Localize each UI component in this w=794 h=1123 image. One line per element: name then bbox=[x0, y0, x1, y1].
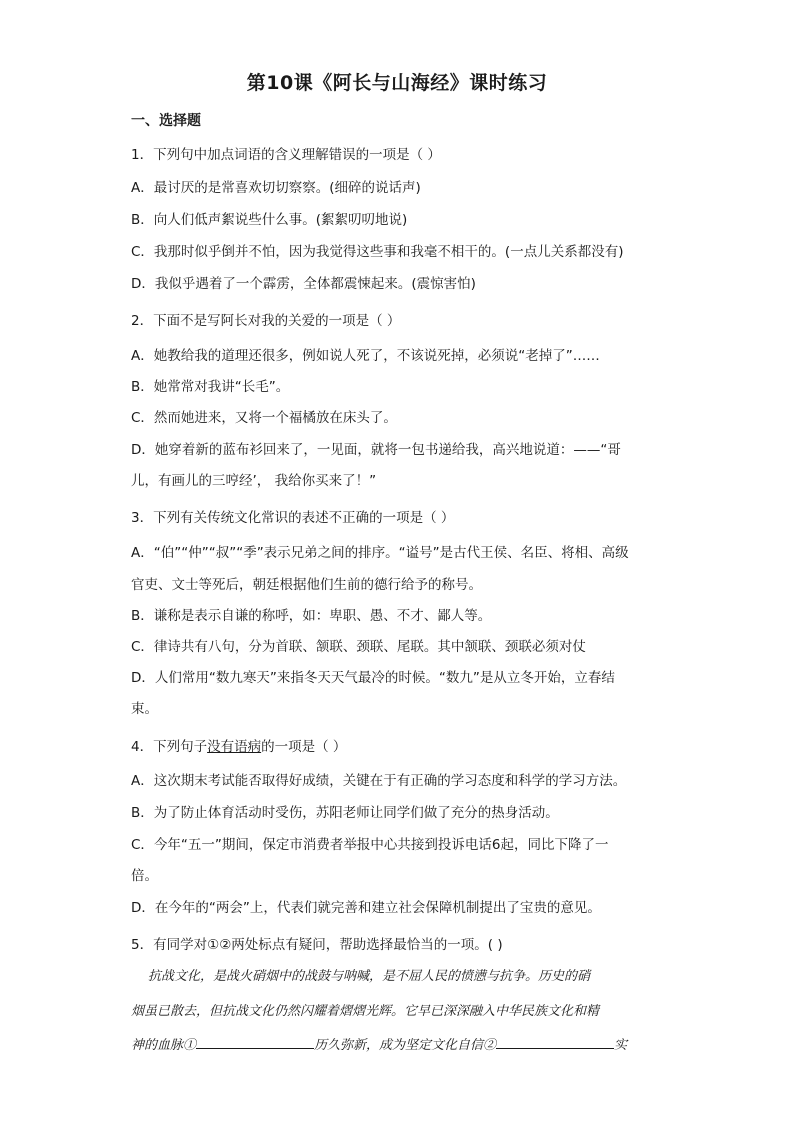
passage-line-1: 抗战文化，是战火硝烟中的战鼓与呐喊，是不屈人民的愤懑与抗争。历史的硝 bbox=[148, 969, 591, 984]
blank-2 bbox=[496, 1034, 614, 1049]
question-3-option-b: B．谦称是表示自谦的称呼，如：卑职、愚、不才、鄙人等。 bbox=[131, 608, 492, 624]
passage-line-3-middle: 历久弥新，成为坚定文化自信② bbox=[314, 1038, 497, 1053]
question-2-option-d-continued: 儿，有画儿的三哼经’， 我给你买来了！” bbox=[131, 473, 377, 489]
question-4-option-a: A．这次期末考试能否取得好成绩，关键在于有正确的学习态度和科学的学习方法。 bbox=[131, 773, 627, 789]
question-4-option-c-continued: 倍。 bbox=[131, 868, 158, 884]
question-4-stem-suffix: 的一项是（ ） bbox=[261, 739, 347, 755]
question-5-stem: 5．有同学对①②两处标点有疑问，帮助选择最恰当的一项。( ) bbox=[131, 937, 503, 953]
question-3-stem: 3．下列有关传统文化常识的表述不正确的一项是（ ） bbox=[131, 510, 455, 526]
question-3-option-d: D．人们常用“数九寒天”来指冬天天气最冷的时候。“数九”是从立冬开始，立春结 bbox=[131, 670, 615, 686]
question-1-option-a: A．最讨厌的是常喜欢切切察察。(细碎的说话声) bbox=[131, 180, 421, 196]
blank-1 bbox=[196, 1034, 314, 1049]
question-4-stem bbox=[131, 737, 346, 757]
question-1-stem: 1．下列句中加点词语的含义理解错误的一项是（ ） bbox=[131, 147, 441, 163]
passage-line-2: 烟虽已散去，但抗战文化仍然闪耀着熠熠光辉。它早已深深融入中华民族文化和精 bbox=[131, 1004, 600, 1019]
question-3-option-a: A．“伯”“仲”“叔”“季”表示兄弟之间的排序。“谥号”是古代王侯、名臣、将相、高级 bbox=[131, 545, 629, 561]
page-title: 第10课《阿长与山海经》课时练习 bbox=[246, 72, 548, 94]
question-4-option-b: B．为了防止体育活动时受伤，苏阳老师让同学们做了充分的热身活动。 bbox=[131, 805, 559, 821]
question-3-option-a-continued: 官吏、文士等死后，朝廷根据他们生前的德行给予的称号。 bbox=[131, 577, 482, 593]
question-4-option-d: D．在今年的“两会”上，代表们就完善和建立社会保障机制提出了宝贵的意见。 bbox=[131, 900, 601, 916]
passage-line-3 bbox=[131, 1034, 627, 1056]
question-1-option-c: C．我那时似乎倒并不怕，因为我觉得这些事和我毫不相干的。(一点儿关系都没有) bbox=[131, 244, 624, 260]
question-4-stem-underlined: 没有语病 bbox=[207, 739, 262, 755]
question-3-option-c: C．律诗共有八句，分为首联、颔联、颈联、尾联。其中颔联、颈联必须对仗 bbox=[131, 639, 586, 655]
question-2-stem: 2．下面不是写阿长对我的关爱的一项是（ ） bbox=[131, 313, 401, 329]
passage-line-3-end: 实 bbox=[614, 1038, 628, 1053]
passage-line-3-start: 神的血脉① bbox=[131, 1038, 197, 1053]
question-2-option-d: D．她穿着新的蓝布衫回来了，一见面，就将一包书递给我，高兴地说道：——“哥 bbox=[131, 442, 621, 458]
question-1-option-b: B．向人们低声絮说些什么事。(絮絮叨叨地说) bbox=[131, 212, 408, 228]
question-2-option-c: C．然而她进来，又将一个福橘放在床头了。 bbox=[131, 410, 397, 426]
section-heading: 一、选择题 bbox=[131, 113, 201, 129]
question-3-option-d-continued: 束。 bbox=[131, 701, 158, 717]
question-4-option-c: C．今年“五一”期间，保定市消费者举报中心共接到投诉电话6起，同比下降了一 bbox=[131, 837, 609, 853]
question-2-option-b: B．她常常对我讲“长毛”。 bbox=[131, 379, 290, 395]
question-1-option-d: D．我似乎遇着了一个霹雳，全体都震悚起来。(震惊害怕) bbox=[131, 276, 476, 292]
question-4-stem-prefix: 4．下列句子 bbox=[131, 739, 208, 755]
question-2-option-a: A．她教给我的道理还很多，例如说人死了，不该说死掉，必须说“老掉了”…… bbox=[131, 348, 600, 364]
